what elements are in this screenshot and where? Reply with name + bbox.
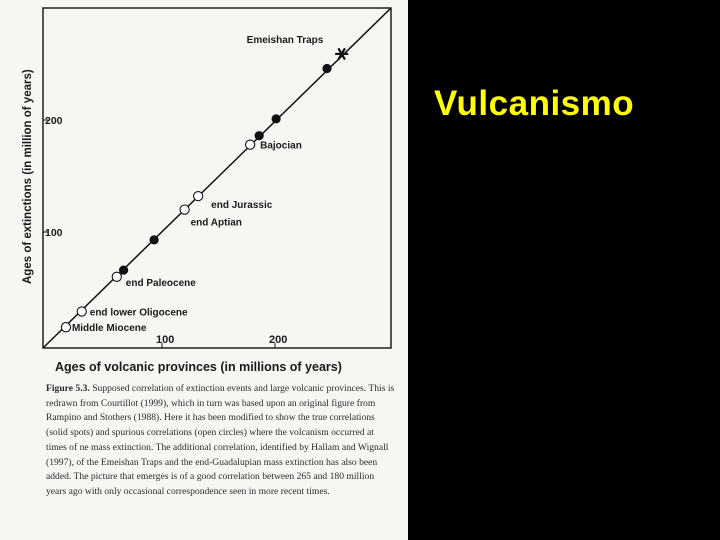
data-point-filled (272, 114, 281, 123)
y-tick-label: 100 (45, 227, 63, 239)
data-point-label: end Paleocene (125, 277, 196, 289)
figure-caption (46, 382, 396, 500)
slide-title: Vulcanismo (434, 84, 635, 123)
caption-lead: Figure 5.3. (46, 383, 90, 394)
data-point-open (194, 192, 203, 201)
data-point-label: end Aptian (190, 217, 242, 229)
data-point-label: Emeishan Traps (246, 34, 324, 46)
data-point-label: end Jurassic (211, 200, 273, 212)
extinction-volcanism-chart (0, 0, 408, 380)
data-point-label: Middle Miocene (71, 323, 147, 335)
data-point-open (112, 272, 121, 281)
data-point-filled (255, 131, 264, 140)
data-point-open (77, 307, 86, 316)
data-point-open (180, 205, 189, 214)
x-tick-label: 100 (156, 334, 175, 346)
data-point-filled (322, 64, 331, 73)
x-axis-title: Ages of volcanic provinces (in millions of years) (55, 360, 342, 374)
data-point-open (61, 323, 70, 332)
caption-text: Supposed correlation of extinction events and large volcanic provinces. This is redrawn from Courtillot (1999), which in turn was based upon an original figure from Rampino and Stothers (1988). Here it has been modified to show the true correlations (solid spots) and spurious correlations (open circles) where the volcanism occurred at times of ne mass extinction. The additional correlation, identified by Hallam and Wignall (1997), of the Emeishan Traps and the end-Guadalupian mass extinction has also been added. The picture that emerges is of a good correlation between 265 and 180 million years ago with only occasional correspondence seen in more recent times. (46, 383, 395, 497)
data-point-open (246, 140, 255, 149)
y-tick-label: 200 (45, 115, 63, 127)
data-point-label: end lower Oligocene (89, 307, 188, 319)
data-point-asterisk (335, 48, 348, 59)
data-point-filled (149, 235, 158, 244)
x-tick-label: 200 (269, 334, 288, 346)
y-axis-title: Ages of extinctions (in million of years) (22, 69, 34, 284)
data-point-label: Bajocian (260, 140, 302, 152)
